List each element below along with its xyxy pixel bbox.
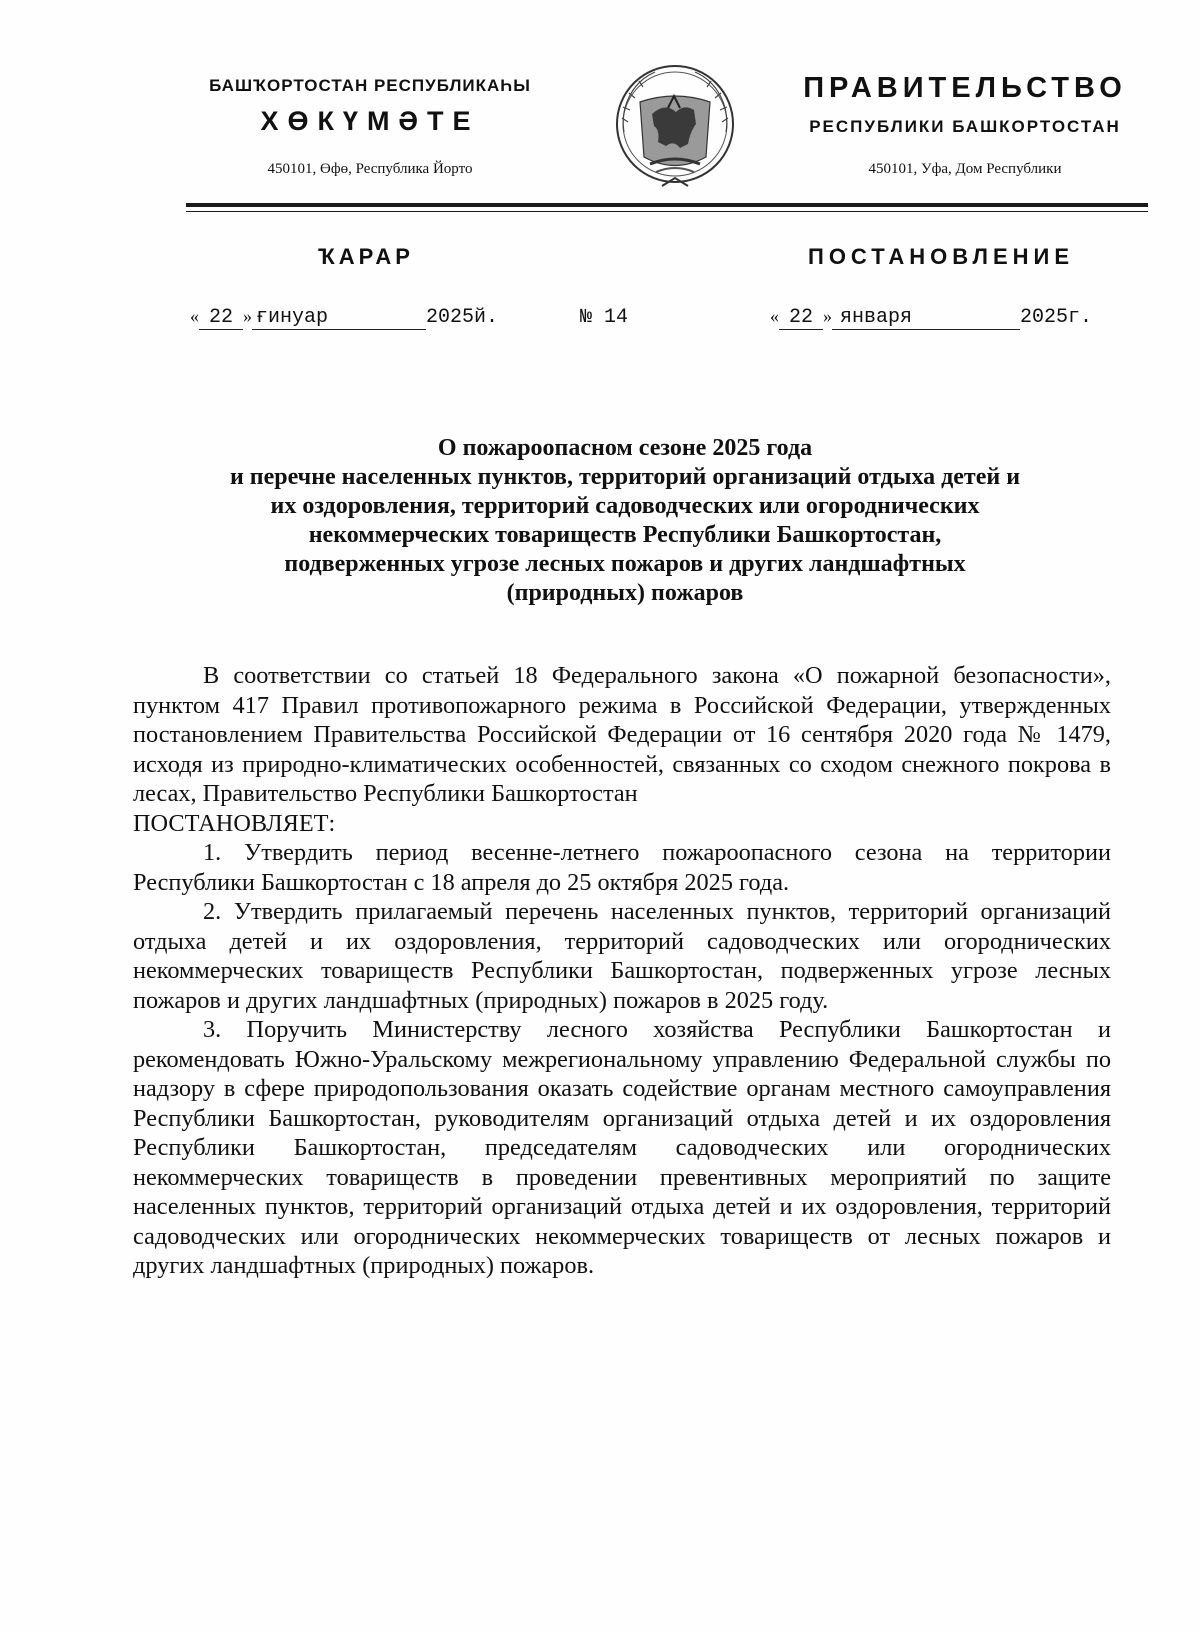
coat-of-arms-emblem	[610, 62, 740, 194]
date-russian-day: 22	[779, 307, 823, 330]
header-russian-government: ПРАВИТЕЛЬСТВО	[803, 72, 1127, 104]
date-bashkir-day: 22	[199, 307, 243, 330]
date-bashkir-open-quote: «	[190, 306, 199, 326]
title-line: некоммерческих товариществ Республики Башкортостан,	[308, 522, 942, 548]
header-bashkir-government: ХӨКҮМӘТЕ	[260, 106, 480, 136]
document-number: № 14	[580, 306, 629, 329]
date-russian-year: 2025г.	[1020, 306, 1093, 329]
document-type-bashkir: ҠАРАР	[318, 244, 414, 269]
date-bashkir	[190, 306, 498, 330]
document-title	[130, 434, 1120, 608]
body-paragraph-1: 1. Утвердить период весенне-летнего пожароопасного сезона на территории Республики Башкортостан с 18 апреля до 25 октября 2025 года.	[133, 839, 1111, 896]
header-russian-republic: РЕСПУБЛИКИ БАШКОРТОСТАН	[809, 117, 1121, 136]
title-line: (природных) пожаров	[506, 580, 744, 606]
header-russian-address: 450101, Уфа, Дом Республики	[868, 161, 1062, 177]
date-russian-close-quote: »	[823, 306, 832, 326]
body-resolves: ПОСТАНОВЛЯЕТ:	[133, 809, 336, 837]
title-line: их оздоровления, территорий садоводческих или огороднических	[270, 493, 980, 519]
date-russian-month: января	[832, 307, 1020, 330]
date-russian	[770, 306, 1092, 330]
header-divider-thin	[186, 211, 1148, 212]
document-type-russian: ПОСТАНОВЛЕНИЕ	[808, 244, 1075, 269]
date-russian-open-quote: «	[770, 306, 779, 326]
header-russian	[760, 72, 1170, 178]
body-paragraph-3: 3. Поручить Министерству лесного хозяйства Республики Башкортостан и рекомендовать Южно-Уральскому межрегиональному управлению Федеральной службы по надзору в сфере природопользования оказать содействие органам местного самоуправления Республики Башкортостан, руководителям организаций отдыха детей и их оздоровления Республики Башкортостан, председателям садоводческих или огороднических некоммерческих товариществ в проведении превентивных мероприятий по защите населенных пунктов, территорий организаций отдыха детей и их оздоровления, территорий садоводческих или огороднических некоммерческих товариществ от лесных пожаров и других ландшафтных (природных) пожаров.	[133, 1016, 1111, 1279]
document-body	[133, 661, 1111, 1281]
title-line: подверженных угрозе лесных пожаров и других ландшафтных	[284, 551, 966, 577]
date-bashkir-close-quote: »	[243, 306, 252, 326]
title-line: и перечне населенных пунктов, территорий организаций отдыха детей и	[229, 464, 1021, 490]
date-bashkir-year: 2025й.	[426, 306, 499, 329]
title-line: О пожароопасном сезоне 2025 года	[437, 435, 813, 461]
header-divider-thick	[186, 203, 1148, 207]
header-bashkir-republic: БАШҠОРТОСТАН РЕСПУБЛИКАҺЫ	[209, 76, 531, 95]
header-bashkir	[160, 76, 580, 178]
body-paragraph-preamble: В соответствии со статьей 18 Федерального закона «О пожарной безопасности», пунктом 417 Правил противопожарного режима в Российской Федерации, утвержденных постановлением Правительства Российской Федерации от 16 сентября 2020 года № 1479, исходя из природно-климатических особенностей, связанных со сходом снежного покрова в лесах, Правительство Республики Башкортостан	[133, 662, 1111, 807]
header-bashkir-address: 450101, Өфө, Республика Йорто	[267, 161, 473, 177]
body-paragraph-2: 2. Утвердить прилагаемый перечень населенных пунктов, территорий организаций отдыха детей и их оздоровления, территорий садоводческих или огороднических некоммерческих товариществ Республики Башкортостан, подверженных угрозе лесных пожаров и других ландшафтных (природных) пожаров в 2025 году.	[133, 898, 1111, 1014]
date-bashkir-month: ғинуар	[252, 307, 426, 330]
